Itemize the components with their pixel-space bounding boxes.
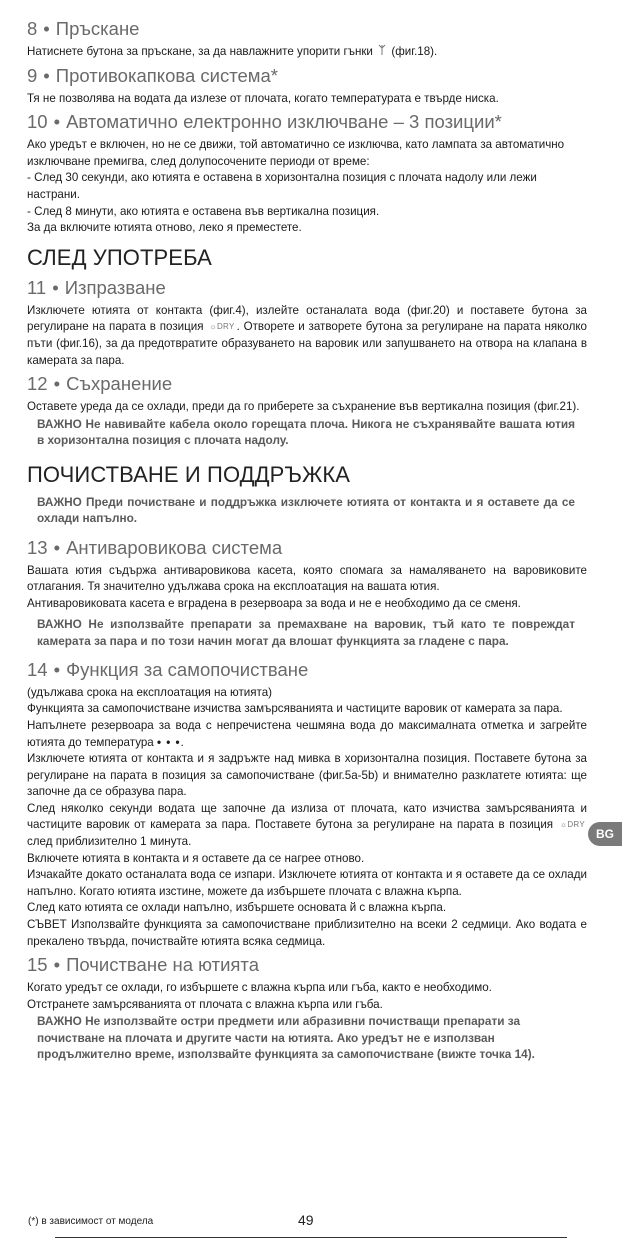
- section-13-warning: ВАЖНО Не използвайте препарати за премахване на варовик, тъй като те повреждат камерата за пара и по този начин могат да влошат функцията за гладене с пара.: [37, 617, 575, 648]
- section-14-p3: [27, 718, 587, 751]
- steam-dry-icon: ☼DRY: [209, 322, 235, 332]
- section-11-heading: 11 • Изпразване: [27, 276, 166, 298]
- spray-icon: [378, 44, 386, 61]
- section-number: 14: [27, 658, 48, 680]
- section-number: 11: [27, 276, 47, 298]
- text: . Отворете и затворете бутона за регулиране на парата няколко пъти (фиг.16), за да предотвратите образуването на варовик или запушването на отвора на клапана в камерата за пара.: [27, 320, 587, 367]
- section-15-heading: 15 • Почистване на ютията: [27, 954, 259, 976]
- section-12-heading: 12 • Съхранение: [27, 373, 173, 395]
- section-9-text: Тя не позволява на водата да излезе от плочата, когато температурата е твърде ниска.: [27, 91, 499, 105]
- section-10-p4: За да включите ютията отново, леко я преместете.: [27, 221, 302, 235]
- section-15-p1: Когато уредът се охлади, го избършете с влажна кърпа или гъба, както е необходимо.: [27, 981, 492, 995]
- language-tab: BG: [588, 822, 622, 846]
- section-number: 10: [27, 111, 48, 133]
- bottom-divider: [55, 1237, 567, 1238]
- footnote: (*) в зависимост от модела: [28, 1216, 154, 1227]
- section-8-text: [27, 44, 587, 61]
- dry-label: DRY: [216, 322, 235, 332]
- text: Напълнете резервоара за вода с непречистена чешмяна вода до максималната отметка и загрейте ютията до температура: [27, 718, 587, 749]
- text: Изключете ютията от контакта (фиг.4), излейте останалата вода (фиг.20) и поставете бутона за регулиране на парата в позиция: [27, 303, 587, 334]
- section-13-p1: Вашата ютия съдържа антиваровикова касета, която спомага за намаляването на варовиковите отлагания. Тя значително удължава срока на експлоатация на вашата ютия.: [27, 563, 587, 594]
- section-10-heading: 10 • Автоматично електронно изключване – 3 позиции*: [27, 111, 502, 133]
- section-title: Функция за самопочистване: [66, 658, 309, 680]
- section-10-p3: - След 8 минути, ако ютията е оставена във вертикална позиция.: [27, 204, 380, 218]
- steam-dry-icon: ☼DRY: [559, 820, 585, 830]
- heading-after-use: СЛЕД УПОТРЕБА: [27, 244, 212, 270]
- section-14-p4: Изключете ютията от контакта и я задръжте над мивка в хоризонтална позиция. Поставете бутона за регулиране на парата в позиция за самопочистване (фиг.5а-5b) и внимателно разклатете ютията: ще започне да се образува пара.: [27, 752, 587, 799]
- section-14-p8: След като ютията се охлади напълно, избършете основата й с влажна кърпа.: [27, 901, 447, 915]
- section-title: Почистване на ютията: [66, 954, 259, 976]
- section-title: Пръскане: [55, 18, 140, 39]
- section-14-p6: Включете ютията в контакта и я оставете да се нагрее отново.: [27, 851, 365, 865]
- section-9-heading: 9 • Противокапкова система*: [27, 64, 279, 86]
- text: След няколко секунди водата ще започне да излиза от плочата, като изчиства замърсяванията и частиците варовик от камерата за пара. Поставете бутона за регулиране на парата в позиция: [27, 801, 587, 832]
- section-title: Противокапкова система*: [55, 64, 279, 86]
- section-number: 13: [27, 536, 48, 558]
- section-14-p7: Изчакайте докато останалата вода се изпари. Изключете ютията от контакта и я оставете да се охлади напълно. Когато ютията изстине, можете да избършете плочата с влажна кърпа.: [27, 868, 587, 898]
- section-10-p2: - След 30 секунди, ако ютията е оставена в хоризонтална позиция с плочата надолу или лежи настрани.: [27, 171, 537, 201]
- section-14-p2: Функцията за самопочистване изчиства замърсяванията и частиците варовик от камерата за пара.: [27, 702, 563, 716]
- section-12-text: Оставете уреда да се охлади, преди да го приберете за съхранение във вертикална позиция (фиг.21).: [27, 400, 580, 414]
- section-14-heading: 14 • Функция за самопочистване: [27, 658, 309, 680]
- section-15-warning: ВАЖНО Не използвайте остри предмети или абразивни почистващи препарати за почистване на плочата и другите части на ютията. Ако уредът не е използван продължително време, използвайте функцията за самопочистване (вижте точка 14).: [37, 1014, 535, 1061]
- section-12-warning: ВАЖНО Не навивайте кабела около горещата плоча. Никога не съхранявайте вашата ютия в хоризонтална позиция с плочата надолу.: [37, 416, 575, 447]
- section-15-p2: Отстранете замърсяванията от плочата с влажна кърпа или гъба.: [27, 997, 383, 1011]
- section-number: 15: [27, 954, 48, 976]
- section-title: Изпразване: [64, 276, 166, 298]
- text: .: [180, 735, 184, 749]
- section-14-tip: СЪВЕТ Използвайте функцията за самопочистване приблизително на всеки 2 седмици. Ако водата е прекалено твърда, почиствайте ютията всяка седмица.: [27, 918, 587, 948]
- section-13-heading: 13 • Антиваровикова система: [27, 536, 283, 558]
- section-14-p1: (удължава срока на експлоатация на ютията): [27, 685, 273, 699]
- cleaning-warning: ВАЖНО Преди почистване и поддръжка изключете ютията от контакта и я оставете да се охлади напълно.: [37, 495, 575, 526]
- section-13-p2: Антиваровиковата касета е вградена в резервоара за вода и не е необходимо да се сменя.: [27, 596, 521, 610]
- section-14-p5: [27, 801, 587, 851]
- heading-cleaning: ПОЧИСТВАНЕ И ПОДДРЪЖКА: [27, 462, 351, 488]
- text: (фиг.18).: [391, 45, 438, 58]
- section-number: 9: [27, 64, 38, 86]
- section-number: 8: [27, 18, 38, 39]
- section-title: Съхранение: [66, 373, 173, 395]
- section-title: Автоматично електронно изключване – 3 позиции*: [66, 111, 502, 133]
- text: след приблизително 1 минута.: [27, 835, 192, 849]
- section-11-text: [27, 303, 587, 369]
- section-number: 12: [27, 373, 48, 395]
- manual-page: [27, 18, 587, 1062]
- section-10-p1: Ако уредът е включен, но не се движи, той автоматично се изключва, като лампата за автоматично изключване премигва, след долупосочените периоди от време:: [27, 138, 565, 168]
- dry-label: DRY: [567, 820, 585, 830]
- section-8-heading: 8 • Пръскане: [27, 18, 140, 39]
- section-title: Антиваровикова система: [66, 536, 283, 558]
- temperature-dots-icon: • • •: [157, 735, 181, 749]
- page-number: 49: [298, 1212, 314, 1228]
- text: Натиснете бутона за пръскане, за да навлажните упорити гънки: [27, 45, 373, 58]
